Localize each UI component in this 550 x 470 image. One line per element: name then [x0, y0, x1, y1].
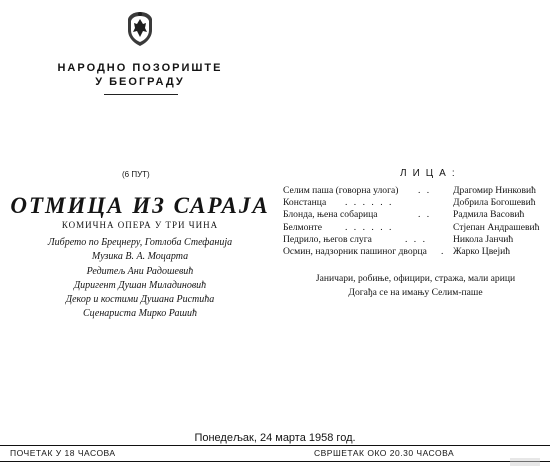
leader-dots: . . .	[405, 233, 427, 245]
divider	[0, 461, 550, 462]
credits-block	[20, 236, 260, 322]
cast-actor: Драгомир Нинковић	[453, 185, 536, 196]
cast-role: Педрило, његов слуга	[283, 233, 372, 245]
credit-person: Душана Ристића	[140, 294, 215, 306]
start-time: ПОЧЕТАК У 18 ЧАСОВА	[10, 448, 116, 458]
cast-row	[283, 209, 548, 221]
cast-row	[283, 185, 548, 197]
coat-of-arms-icon	[124, 10, 156, 48]
theatre-name: НАРОДНО ПОЗОРИШТЕ	[57, 62, 223, 74]
setting-line: Догађа се на имању Селим-паше	[348, 287, 483, 298]
leader-dots: . .	[418, 185, 432, 196]
cast-role: Констанца	[283, 197, 327, 209]
cast-role: Селим паша (говорна улога)	[283, 185, 399, 196]
divider	[0, 445, 550, 446]
scan-smudge	[510, 458, 540, 466]
credit-line	[20, 307, 260, 321]
cast-actor: Жарко Цвејић	[453, 245, 511, 257]
leader-dots: .	[441, 245, 446, 257]
credit-person: Мирко Рашић	[138, 308, 197, 320]
leader-dots: . . . . . .	[345, 221, 394, 233]
leader-dots: . .	[418, 209, 432, 221]
credit-line	[20, 236, 260, 250]
credit-role: Редитељ	[86, 265, 126, 277]
credit-role: Декор и костими	[65, 294, 139, 306]
cast-actor: Стјепан Андрашевић	[453, 221, 540, 233]
credit-line	[20, 293, 260, 307]
cast-actor: Добрила Богошевић	[453, 197, 536, 209]
credit-role: Музика	[91, 251, 123, 263]
performance-number: (6 ПУТ)	[122, 170, 150, 179]
credit-line	[20, 265, 260, 279]
cast-list	[283, 185, 548, 258]
play-title: ОТМИЦА ИЗ САРАЈА	[10, 193, 270, 218]
cast-row	[283, 234, 548, 246]
end-time: СВРШЕТАК ОКО 20.30 ЧАСОВА	[314, 448, 455, 458]
credit-line	[20, 250, 260, 264]
credit-line	[20, 279, 260, 293]
theatre-city: У БЕОГРАДУ	[95, 76, 185, 88]
credit-role: Диригент	[73, 279, 116, 291]
cast-role: Блонда, њена собарица	[283, 209, 378, 221]
leader-dots: . . . . . .	[345, 197, 394, 209]
extras-line: Јаничари, робиње, официри, стража, мали арици	[315, 273, 516, 284]
cast-actor: Радмила Васовић	[453, 209, 525, 221]
performance-date: Понедељак, 24 марта 1958 год.	[194, 432, 356, 444]
cast-actor: Никола Јанчић	[453, 233, 514, 245]
cast-role: Осмин, надзорник пашиног дворца	[283, 245, 427, 257]
divider	[104, 94, 178, 95]
play-subtitle: КОМИЧНА ОПЕРА У ТРИ ЧИНА	[61, 220, 219, 230]
cast-row	[283, 197, 548, 209]
cast-header: ЛИЦА:	[400, 168, 461, 179]
cast-role: Белмонте	[283, 221, 323, 233]
cast-row	[283, 222, 548, 234]
cast-row	[283, 246, 548, 258]
extras-block	[283, 272, 548, 300]
credit-person: Душан Миладиновић	[118, 279, 207, 291]
credit-role: Сценариста	[82, 308, 137, 320]
credit-person: В. А. Моцарта	[125, 251, 189, 263]
credit-role: Либрето по Брецнеру, Готлоба Стефанија	[47, 237, 233, 248]
credit-person: Ани Радошевић	[127, 265, 194, 277]
